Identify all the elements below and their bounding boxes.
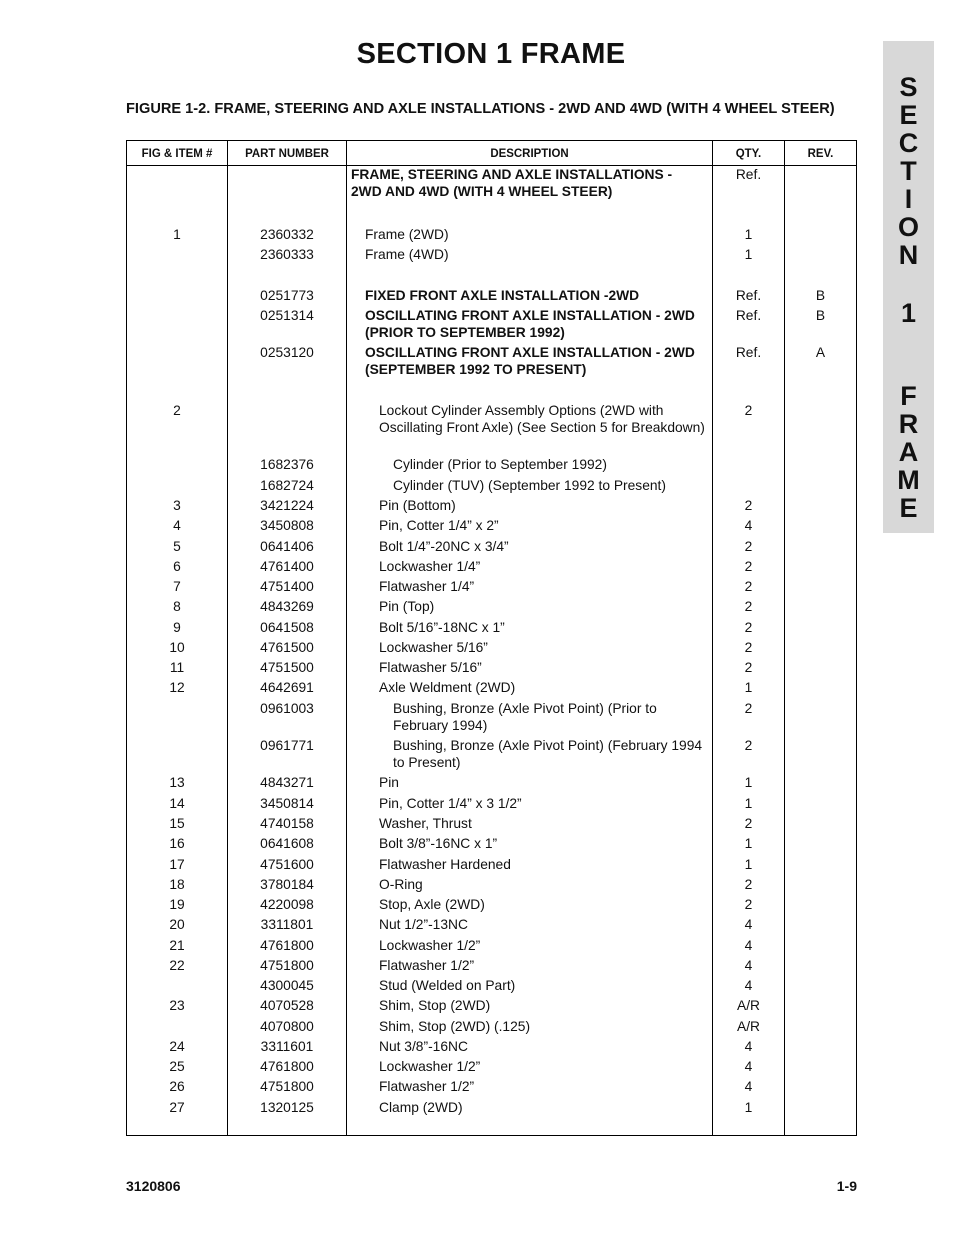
table-cell-qty: Ref. (735, 288, 762, 303)
side-tab-letter: E (899, 100, 918, 130)
table-cell-description: Axle Weldment (2WD) (379, 680, 516, 695)
table-cell-fig-item: 18 (169, 877, 185, 892)
header-part-number: PART NUMBER (245, 146, 329, 160)
table-cell-description: Bolt 3/8”-16NC x 1” (379, 836, 498, 851)
table-cell-part-number: 2360332 (260, 227, 314, 242)
table-cell-part-number: 4220098 (260, 897, 314, 912)
table-cell-fig-item: 25 (169, 1059, 185, 1074)
table-cell-part-number: 4751800 (260, 958, 314, 973)
table-cell-part-number: 0961771 (260, 738, 314, 753)
table-cell-qty: 1 (744, 775, 753, 790)
table-cell-fig-item: 21 (169, 938, 185, 953)
table-cell-qty: 2 (744, 640, 753, 655)
header-qty: QTY. (735, 146, 762, 160)
table-cell-description: Flatwasher Hardened (379, 857, 511, 872)
table-cell-qty: 2 (744, 403, 753, 418)
table-cell-part-number: 4642691 (260, 680, 314, 695)
table-cell-description: Pin (Bottom) (379, 498, 456, 513)
table-cell-qty: 2 (744, 816, 753, 831)
table-cell-fig-item: 24 (169, 1039, 185, 1054)
table-cell-qty: 2 (744, 579, 753, 594)
table-cell-qty: 1 (744, 247, 753, 262)
table-cell-description: Cylinder (Prior to September 1992) (393, 457, 607, 472)
table-cell-part-number: 4740158 (260, 816, 314, 831)
table-cell-qty: 4 (744, 917, 753, 932)
table-cell-fig-item: 6 (173, 559, 181, 574)
table-cell-part-number: 0641406 (260, 539, 314, 554)
table-cell-description: Frame (4WD) (365, 247, 449, 262)
table-cell-qty: 2 (744, 498, 753, 513)
table-cell-description: Bushing, Bronze (Axle Pivot Point) (February 1994 to Present) (393, 738, 703, 770)
table-cell-part-number: 4761800 (260, 1059, 314, 1074)
table-cell-qty: 2 (744, 599, 753, 614)
header-description: DESCRIPTION (490, 146, 569, 160)
table-cell-part-number: 4751400 (260, 579, 314, 594)
table-cell-description: Flatwasher 1/2” (379, 958, 475, 973)
table-cell-fig-item: 22 (169, 958, 185, 973)
table-cell-part-number: 0251314 (260, 308, 314, 323)
table-cell-description: Lockwasher 1/2” (379, 1059, 481, 1074)
table-cell-rev: B (815, 308, 826, 323)
table-cell-description: FIXED FRONT AXLE INSTALLATION -2WD (365, 288, 640, 303)
table-cell-part-number: 4761500 (260, 640, 314, 655)
table-cell-part-number: 3311601 (260, 1039, 314, 1054)
table-cell-fig-item: 13 (169, 775, 185, 790)
column-divider (346, 141, 347, 1135)
table-cell-description: Bushing, Bronze (Axle Pivot Point) (Prior to February 1994) (393, 701, 657, 733)
table-cell-qty: 4 (744, 518, 753, 533)
table-cell-qty: 4 (744, 978, 753, 993)
table-cell-qty: 4 (744, 1059, 753, 1074)
table-cell-qty: A/R (737, 1019, 760, 1034)
page-number: 1-9 (836, 1178, 857, 1194)
table-cell-part-number: 1682724 (260, 478, 314, 493)
table-cell-description: Frame (2WD) (365, 227, 449, 242)
table-cell-description: Shim, Stop (2WD) (.125) (379, 1019, 531, 1034)
table-cell-part-number: 4843271 (260, 775, 314, 790)
table-cell-description: Flatwasher 1/4” (379, 579, 475, 594)
table-cell-description: Flatwasher 5/16” (379, 660, 482, 675)
table-cell-description: Stud (Welded on Part) (379, 978, 516, 993)
table-cell-qty: 4 (744, 958, 753, 973)
table-cell-description: Shim, Stop (2WD) (379, 998, 491, 1013)
side-tab-letter: A (898, 437, 919, 467)
table-cell-qty: 1 (744, 680, 753, 695)
table-cell-description: Lockwasher 1/2” (379, 938, 481, 953)
table-cell-qty: 2 (744, 559, 753, 574)
table-cell-part-number: 0961003 (260, 701, 314, 716)
side-tab-letter: M (897, 465, 920, 495)
side-tab-letter: N (898, 240, 919, 270)
table-cell-part-number: 0253120 (260, 345, 314, 360)
table-cell-description: Pin (379, 775, 399, 790)
table-cell-fig-item: 2 (173, 403, 181, 418)
table-cell-fig-item: 23 (169, 998, 185, 1013)
table-cell-fig-item: 20 (169, 917, 185, 932)
table-cell-part-number: 4070800 (260, 1019, 314, 1034)
table-cell-fig-item: 4 (173, 518, 181, 533)
table-cell-description: Lockwasher 5/16” (379, 640, 488, 655)
table-cell-part-number: 3311801 (260, 917, 314, 932)
document-number: 3120806 (126, 1178, 181, 1194)
table-cell-fig-item: 10 (169, 640, 185, 655)
table-cell-description: Nut 3/8”-16NC (379, 1039, 468, 1054)
table-cell-part-number: 0641608 (260, 836, 314, 851)
table-cell-description: Lockout Cylinder Assembly Options (2WD with Oscillating Front Axle) (See Section 5 for Breakdown) (379, 403, 705, 435)
section-side-tab (883, 41, 934, 533)
table-cell-part-number: 4751600 (260, 857, 314, 872)
table-cell-part-number: 2360333 (260, 247, 314, 262)
table-cell-part-number: 4751500 (260, 660, 314, 675)
table-cell-fig-item: 8 (173, 599, 181, 614)
table-cell-description: OSCILLATING FRONT AXLE INSTALLATION - 2WD (SEPTEMBER 1992 TO PRESENT) (365, 345, 695, 377)
table-cell-qty: 2 (744, 620, 753, 635)
table-cell-fig-item: 1 (173, 227, 181, 242)
table-cell-qty: Ref. (735, 345, 762, 360)
table-cell-qty: 1 (744, 836, 753, 851)
table-cell-qty: A/R (737, 998, 760, 1013)
table-cell-rev: A (815, 345, 826, 360)
table-cell-fig-item: 26 (169, 1079, 185, 1094)
table-cell-part-number: 0251773 (260, 288, 314, 303)
table-cell-description: Flatwasher 1/2” (379, 1079, 475, 1094)
table-cell-part-number: 3421224 (260, 498, 314, 513)
header-fig-item: FIG & ITEM # (141, 146, 213, 160)
table-cell-qty: 1 (744, 796, 753, 811)
table-cell-qty: Ref. (735, 167, 762, 182)
table-cell-qty: 4 (744, 1079, 753, 1094)
table-cell-part-number: 4761400 (260, 559, 314, 574)
table-cell-part-number: 1320125 (260, 1100, 314, 1115)
table-cell-description: Lockwasher 1/4” (379, 559, 481, 574)
side-tab-letter: F (900, 381, 917, 411)
table-cell-description: Bolt 5/16”-18NC x 1” (379, 620, 505, 635)
table-cell-description: Bolt 1/4”-20NC x 3/4” (379, 539, 509, 554)
table-cell-description: Washer, Thrust (379, 816, 472, 831)
table-cell-fig-item: 5 (173, 539, 181, 554)
side-tab-letter: S (899, 72, 918, 102)
table-cell-fig-item: 14 (169, 796, 185, 811)
table-cell-description: O-Ring (379, 877, 423, 892)
table-cell-description: Pin (Top) (379, 599, 435, 614)
table-cell-fig-item: 3 (173, 498, 181, 513)
table-cell-part-number: 4070528 (260, 998, 314, 1013)
table-cell-description: Clamp (2WD) (379, 1100, 463, 1115)
side-tab-letter: T (900, 156, 917, 186)
table-cell-description: Nut 1/2”-13NC (379, 917, 468, 932)
table-cell-description: FRAME, STEERING AND AXLE INSTALLATIONS - 2WD AND 4WD (WITH 4 WHEEL STEER) (351, 167, 673, 199)
table-cell-part-number: 3450808 (260, 518, 314, 533)
table-cell-description: Pin, Cotter 1/4” x 3 1/2” (379, 796, 522, 811)
side-tab-letter: R (898, 409, 919, 439)
side-tab-letter: O (897, 212, 919, 242)
table-cell-qty: 4 (744, 1039, 753, 1054)
table-cell-description: OSCILLATING FRONT AXLE INSTALLATION - 2WD (PRIOR TO SEPTEMBER 1992) (365, 308, 695, 340)
table-cell-part-number: 0641508 (260, 620, 314, 635)
table-cell-fig-item: 17 (169, 857, 185, 872)
table-cell-part-number: 4751800 (260, 1079, 314, 1094)
table-cell-qty: 1 (744, 857, 753, 872)
table-cell-rev: B (815, 288, 826, 303)
table-cell-part-number: 3780184 (260, 877, 314, 892)
table-cell-qty: 2 (744, 701, 753, 716)
side-tab-letter: C (898, 128, 919, 158)
table-cell-fig-item: 12 (169, 680, 185, 695)
table-cell-qty: 4 (744, 938, 753, 953)
table-cell-description: Cylinder (TUV) (September 1992 to Present) (393, 478, 666, 493)
side-tab-letter: I (904, 184, 913, 214)
table-cell-part-number: 1682376 (260, 457, 314, 472)
table-cell-qty: 2 (744, 738, 753, 753)
table-cell-fig-item: 16 (169, 836, 185, 851)
table-cell-description: Stop, Axle (2WD) (379, 897, 485, 912)
table-cell-part-number: 4761800 (260, 938, 314, 953)
page-title: SECTION 1 FRAME (356, 38, 626, 70)
table-cell-description: Pin, Cotter 1/4” x 2” (379, 518, 499, 533)
table-cell-part-number: 4300045 (260, 978, 314, 993)
side-tab-letter: 1 (900, 298, 917, 328)
table-cell-qty: 1 (744, 1100, 753, 1115)
figure-title: FIGURE 1-2. FRAME, STEERING AND AXLE INSTALLATIONS - 2WD AND 4WD (WITH 4 WHEEL STEER) (126, 101, 835, 117)
table-cell-qty: 2 (744, 897, 753, 912)
table-cell-qty: 2 (744, 539, 753, 554)
table-cell-qty: 2 (744, 660, 753, 675)
table-cell-fig-item: 19 (169, 897, 185, 912)
table-cell-fig-item: 15 (169, 816, 185, 831)
table-cell-part-number: 3450814 (260, 796, 314, 811)
table-cell-fig-item: 27 (169, 1100, 185, 1115)
table-cell-qty: 1 (744, 227, 753, 242)
table-cell-fig-item: 9 (173, 620, 181, 635)
table-cell-qty: Ref. (735, 308, 762, 323)
table-cell-part-number: 4843269 (260, 599, 314, 614)
table-cell-fig-item: 11 (169, 660, 185, 675)
table-cell-qty: 2 (744, 877, 753, 892)
parts-table (126, 140, 857, 1136)
table-cell-fig-item: 7 (173, 579, 181, 594)
side-tab-letter: E (899, 493, 918, 523)
header-rev: REV. (807, 146, 834, 160)
